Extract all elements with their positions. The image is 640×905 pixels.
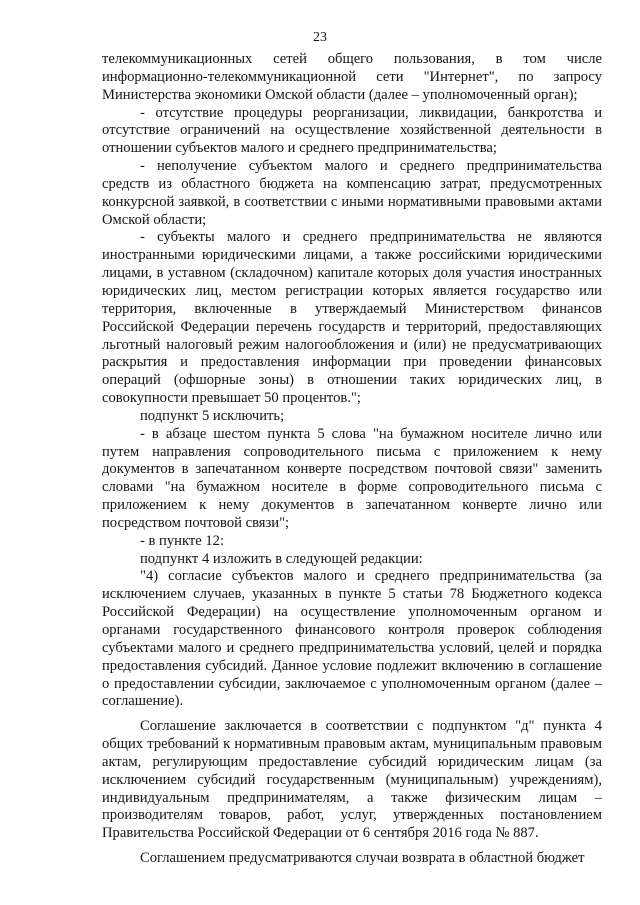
paragraph-no-funding: - неполучение субъектом малого и среднего предпринимательства средств из областного бюджета на компенсацию затрат, предусмотренных конкурсной заявкой, в соответствии с иными нормативными правовыми актами Омской области; (102, 158, 602, 228)
paragraph-no-bankruptcy: - отсутствие процедуры реорганизации, ликвидации, банкротства и отсутствие ограничений на осуществление хозяйственной деятельности в отношении субъектов малого и среднего предпринимательства; (102, 104, 602, 157)
paragraph-consent: "4) согласие субъектов малого и среднего предпринимательства (за исключением случаев, указанных в пункте 5 статьи 78 Бюджетного кодекса Российской Федерации) на осуществление уполномоченным органом и органами государственного финансового контроля проверок соблюдения субъектами малого и среднего предпринимательства условий, целей и порядка предоставления субсидий. Данное условие подлежит включению в соглашение о предоставлении субсидии, заключаемое с уполномоченным органом (далее – соглашение). (102, 568, 602, 710)
page-number: 23 (313, 30, 327, 45)
paragraph-not-foreign: - субъекты малого и среднего предпринимательства не являются иностранными юридическими лицами, а также российскими юридическими лицами, в уставном (складочном) капитале которых доля участия иностранных юридических лиц, местом регистрации которых является государство или территория, включенные в утверждаемый Министерством финансов Российской Федерации перечень государств и территорий, предоставляющих льготный налоговый режим налогообложения и (или) не предусматривающих раскрытия и предоставления информации при проведении финансовых операций (офшорные зоны) в отношении таких юридических лиц, в совокупности превышает 50 процентов."; (102, 229, 602, 407)
paragraph-return-cases: Соглашением предусматриваются случаи возврата в областной бюджет (140, 850, 585, 867)
paragraph-point-5-amendment: - в абзаце шестом пункта 5 слова "на бумажном носителе лично или путем направления сопроводительного письма с приложением к нему документов в запечатанном конверте посредством почтовой связи" заменить словами "на бумажном носителе в форме сопроводительного письма с приложением к нему документов в запечатанном конверте лично или посредством почтовой связи"; (102, 425, 602, 531)
paragraph-exclude-subpoint: подпункт 5 исключить; (140, 407, 285, 424)
paragraph-point-12: - в пункте 12: (140, 532, 225, 549)
document-body (102, 51, 602, 868)
paragraph-subpoint-4-intro: подпункт 4 изложить в следующей редакции: (140, 550, 423, 567)
paragraph-agreement: Соглашение заключается в соответствии с подпунктом "д" пункта 4 общих требований к нормативным правовым актам, муниципальным правовым актам, регулирующим предоставление субсидий юридическим лицам (за исключением субсидий государственным (муниципальным) учреждениям), индивидуальным предпринимателям, а также физическим лицам – производителям товаров, работ, услуг, утвержденных постановлением Правительства Российской Федерации от 6 сентября 2016 года № 887. (102, 718, 602, 842)
paragraph-continuation: телекоммуникационных сетей общего пользования, в том числе информационно-телекоммуникационной сети "Интернет", по запросу Министерства экономики Омской области (далее – уполномоченный орган); (102, 51, 602, 103)
